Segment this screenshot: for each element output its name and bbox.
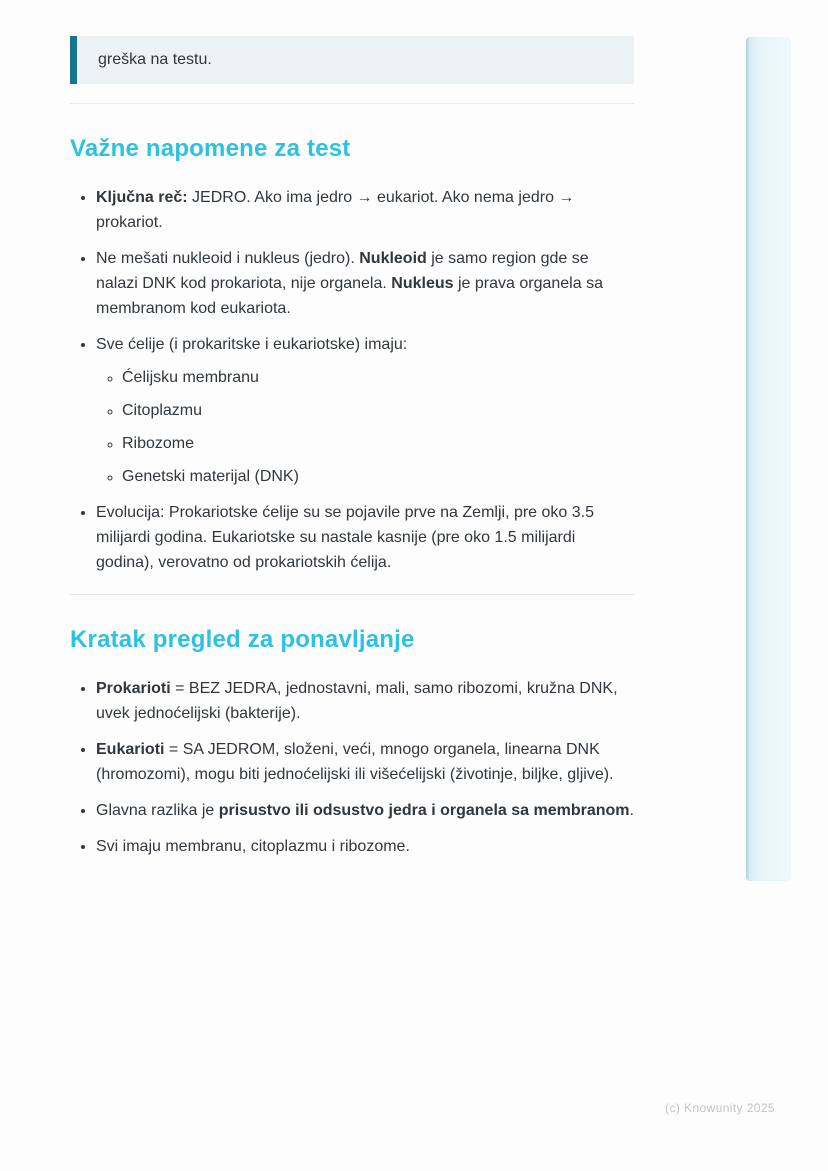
list-item-text: JEDRO. Ako ima jedro → eukariot. Ako nema jedro → prokariot. [96, 189, 575, 231]
callout-box [70, 36, 634, 84]
list-item-text-bold: Nukleoid [359, 250, 427, 267]
list-item [96, 834, 634, 859]
section-title-kratak-pregled: Kratak pregled za ponavljanje [70, 626, 415, 653]
section-divider [70, 103, 634, 104]
list-item [96, 676, 634, 726]
callout-text: greška na testu. [98, 51, 212, 68]
list-item [96, 246, 634, 321]
list-item-text: Ne mešati nukleoid i nukleus (jedro). [96, 250, 360, 267]
list-item-text-bold: prisustvo ili odsustvo jedra i organela sa membranom [218, 802, 630, 819]
copyright-notice: (c) Knowunity 2025 [665, 1101, 775, 1115]
section-divider [70, 594, 634, 595]
list-item-text: . [629, 802, 634, 819]
sub-list-item: ◦ Genetski materijal (DNK) [122, 464, 634, 489]
list-item [96, 185, 634, 235]
list-item-text: Evolucija: Prokariotske ćelije su se pojavile prve na Zemlji, pre oko 3.5 milijardi godina. Eukariotske su nastale kasnije (pre oko 1.5 milijardi godina), verovatno od prokariotskih ćelija. [96, 504, 595, 571]
document-content [70, 0, 634, 870]
list-item-text-bold: Eukarioti [96, 741, 165, 758]
notes-list-kratak-pregled [70, 676, 634, 859]
list-item [96, 798, 634, 823]
list-item [96, 332, 634, 489]
list-item-text-bold: Prokarioti [96, 680, 171, 697]
list-item [96, 737, 634, 787]
sub-list-item: ◦ Citoplazmu [122, 398, 634, 423]
list-item-text-bold: Nukleus [391, 275, 454, 292]
list-item-text: Svi imaju membranu, citoplazmu i ribozome. [96, 838, 410, 855]
side-accent-bar [746, 37, 791, 881]
list-item [96, 500, 634, 575]
list-item-text-bold: Ključna reč: [96, 189, 188, 206]
sub-list-item: ◦ Ćelijsku membranu [122, 365, 634, 390]
sub-list-item: ◦ Ribozome [122, 431, 634, 456]
section-title-vazne-napomene: Važne napomene za test [70, 135, 351, 162]
list-item-text: je samo region gde se nalazi DNK kod prokariota, nije organela. [96, 250, 589, 292]
sub-list [96, 365, 634, 489]
list-item-text: je prava organela sa membranom kod eukariota. [96, 275, 603, 317]
list-item-text: = BEZ JEDRA, jednostavni, mali, samo ribozomi, kružna DNK, uvek jednoćelijski (bakterije). [96, 680, 618, 722]
notes-list-vazne-napomene [70, 185, 634, 575]
list-item-text: Glavna razlika je [96, 802, 219, 819]
list-item-text: Sve ćelije (i prokaritske i eukariotske) imaju: [96, 336, 408, 353]
list-item-text: = SA JEDROM, složeni, veći, mnogo organela, linearna DNK (hromozomi), mogu biti jednoćelijski ili višećelijski (životinje, biljke, gljive). [96, 741, 614, 783]
